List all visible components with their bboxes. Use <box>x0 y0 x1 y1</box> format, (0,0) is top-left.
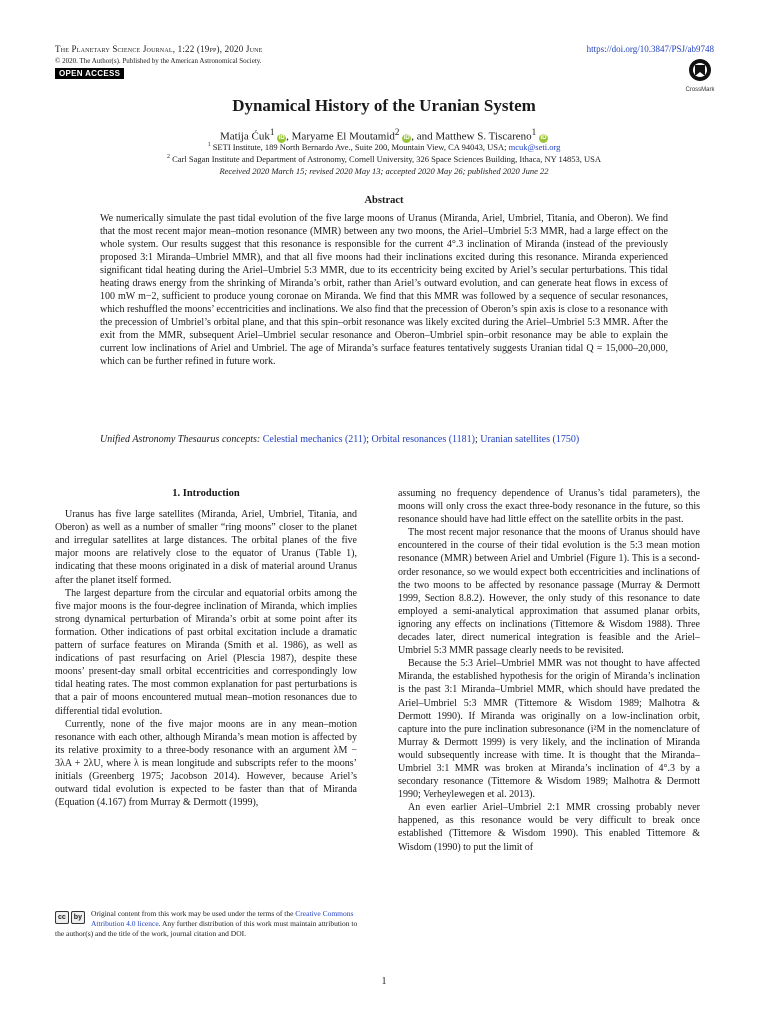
crossmark-button[interactable] <box>678 58 722 93</box>
section-heading: 1. Introduction <box>172 488 240 499</box>
uat-keywords: Unified Astronomy Thesaurus concepts: Celestial mechanics (211); Orbital resonances (1181); Uranian satellites (1750) <box>100 434 580 445</box>
orcid-icon[interactable]: iD <box>278 134 285 141</box>
keyword-link[interactable]: Celestial mechanics (211) <box>262 434 367 445</box>
author-name: Matija Ćuk <box>220 130 270 143</box>
publication-dates: Received 2020 March 15; revised 2020 May 13; accepted 2020 May 26; published 2020 June 22 <box>219 166 549 176</box>
body-paragraph: The largest departure from the circular and equatorial orbits among the five major moons is the four-degree inclination of Miranda, which implies strong dynamical perturbation of Miranda’s orbit at some point after its formation. Other indications of past orbital excitation include a dramatic pattern of surface features on Miranda (Smith et al. 1986), as well as indications of past resurfacing on Ariel (Plescia 1987), despite these moons’ present-day small orbital eccentricities and correspondingly low tidal heating rates. The most common explanation for past perturbations is that a pair of moons encountered mutual mean–motion resonances due to differential tidal evolution. <box>55 587 357 717</box>
author-affil-mark: 1 <box>531 127 537 137</box>
orcid-icon[interactable]: iD <box>540 134 547 141</box>
doi-link[interactable]: https://doi.org/10.3847/PSJ/ab9748 <box>586 44 714 54</box>
body-paragraph: An even earlier Ariel–Umbriel 2:1 MMR crossing probably never happened, as this resonance would be very difficult to break once established (Tittemore & Wisdom 1990). This enabled Tittemore & Wisdom (1990) to put the limit of <box>398 802 700 853</box>
cc-by-icon <box>55 911 85 924</box>
by-icon: by <box>71 911 85 924</box>
affiliation-2: $^2$ Carl Sagan Institute and Department of Astronomy, Cornell University, 326 Space Sciences Building, Ithaca, NY 14853, USA <box>166 154 602 164</box>
open-access-badge: OPEN ACCESS <box>55 68 124 79</box>
keyword-link[interactable]: Uranian satellites (1750) <box>480 434 580 445</box>
copyright-notice: © 2020. The Author(s). Published by the American Astronomical Society. <box>55 57 262 65</box>
abstract-text: We numerically simulate the past tidal evolution of the five large moons of Uranus (Miranda, Ariel, Umbriel, Titania, and Oberon). We find that the most recent major mean–motion resonance (MMR) between any two moons, the Ariel–Umbriel 5:3 MMR, had a large effect on the whole system. Our results suggest that this resonance is responsible for the current 4°.3 inclination of Miranda (instead of the previously proposed 3:1 Miranda–Umbriel MMR), and that all five moons had their inclinations excited during this resonance. Miranda experienced significant tidal heating during the Ariel–Umbriel 5:3 MMR, due to its eccentricity being excited by Ariel’s secular perturbations. This tidal heating draws energy from the shrinking of Miranda’s orbit, rather than Ariel’s outward evolution, and can generate heat flows in excess of 100 mW m−2, sufficient to produce young coronae on Miranda. We find that this MMR was followed by a sequence of secular resonances, which reshuffled the moons’ eccentricities and inclinations. We also find that the precession of Oberon’s spin axis is close to a resonance with the precession of Umbriel’s orbital plane, and that this spin–orbit resonance was likely excited during the Ariel–Umbriel 5:3 MMR. After the exit from the MMR, subsequent Ariel–Umbriel secular resonance and Oberon–Umbriel spin–orbit resonance may be able to explain the current low inclinations of Ariel and Umbriel. The age of Miranda’s surface features tentatively suggests Uranian tidal Q = 15,000–20,000, which can be further refined in future work. <box>100 213 668 367</box>
author-email-link[interactable]: mcuk@seti.org <box>508 142 561 152</box>
author-affil-mark: 1 <box>269 127 275 137</box>
left-column <box>55 487 357 809</box>
body-paragraph: Currently, none of the five major moons are in any mean–motion resonance with each other, although Miranda’s mean motion is affected by its relative proximity to a three-body resonance with an argument λM − 3λA + 2λU, where λ is mean longitude and subscripts refer to the moons’ initials (Greenberg 1975; Jacobson 2014). However, because Ariel’s outward tidal evolution is expected to be faster than that of Miranda (Equation (4.167) from Murray & Dermott (1999), <box>55 718 357 809</box>
crossmark-icon <box>688 58 712 82</box>
journal-header <box>55 44 263 79</box>
body-paragraph: The most recent major resonance that the moons of Uranus should have encountered in the course of their tidal evolution is the 5:3 mean motion resonance (MMR) between Ariel and Umbriel (Figure 1). This is a second-order resonance, so we would expect both eccentricities and inclinations of the two moons to be affected by resonance passage (Murray & Dermott 1999, Section 8.8.2). However, the only study of this resonance to date employed a semi-analytical approximation that assumed planar orbits, ignoring any effects on inclinations (Tittemore & Wisdom 1988). Three decades later, direct numerical integration is feasible and the Ariel–Umbriel 5:3 MMR passage clearly needs to be revisited. <box>398 527 700 657</box>
license-link[interactable]: Creative Commons Attribution 4.0 licence <box>90 909 354 928</box>
paper-title: Dynamical History of the Uranian System <box>232 96 536 115</box>
body-paragraph: Because the 5:3 Ariel–Umbriel MMR was not thought to have affected Miranda, the established hypothesis for the origin of Miranda’s inclination is the past 3:1 Miranda–Umbriel MMR, which should have predated the Ariel–Umbriel 5:3 MMR (Tittemore & Wisdom 1989; Malhotra & Dermott 1990). If Miranda was originally on a low-inclination orbit, capture into the pure inclination subresonance (i²M in the nomenclature of Murray & Dermott 1999) is very likely, and the inclination of Miranda would subsequently increase with time. It is thought that the Miranda–Umbriel 3:1 MMR was broken at Miranda’s inclination of 4°.3 by a secondary resonance (Tittemore & Wisdom 1989; Malhotra & Dermott 1990; Verheylewegen et al. 2013). <box>398 658 700 801</box>
body-paragraph: assuming no frequency dependence of Uranus’s tidal parameters), the moons will only cross the exact three-body resonance in the future, so this resonance should have had little effect on the satellite orbits in the past. <box>398 488 700 526</box>
author-list: Matija Ćuk$^1$ iD , Maryame El Moutamid$^2$ iD , and Matthew S. Tiscareno$^1$ iD <box>220 127 547 143</box>
abstract-heading: Abstract <box>364 195 404 206</box>
author-name: Matthew S. Tiscareno <box>435 130 532 143</box>
keyword-link[interactable]: Orbital resonances (1181) <box>371 434 476 445</box>
body-paragraph: Uranus has five large satellites (Miranda, Ariel, Umbriel, Titania, and Oberon) as well as a number of smaller “ring moons” closer to the planet and irregular satellites at large distances. The orbital planes of the five major moons are relatively close to the equator of Uranus (Table 1), indicating that these moons originated in a disk of material around Uranus after the planet itself formed. <box>55 509 357 586</box>
affiliation-1: $^1$ SETI Institute, 189 North Bernardo Ave., Suite 200, Mountain View, CA 94043, USA; mcuk@seti.org <box>207 142 561 152</box>
orcid-icon[interactable]: iD <box>403 134 410 141</box>
author-name: Maryame El Moutamid <box>291 130 395 143</box>
keywords-label: Unified Astronomy Thesaurus concepts: <box>100 434 261 445</box>
cc-icon: cc <box>55 911 69 924</box>
license-notice: cc by Original content from this work may be used under the terms of the Creative Commons Attribution 4.0 licence. Any further distribution of this work must maintain attribution to the author(s) and the title of the work, journal citation and DOI. <box>55 909 358 938</box>
crossmark-label: CrossMark <box>685 87 715 93</box>
journal-citation: The Planetary Science Journal, 1:22 (19pp), 2020 June <box>55 44 263 54</box>
page-number: 1 <box>381 976 387 987</box>
right-column <box>398 487 700 854</box>
author-affil-mark: 2 <box>394 127 400 137</box>
